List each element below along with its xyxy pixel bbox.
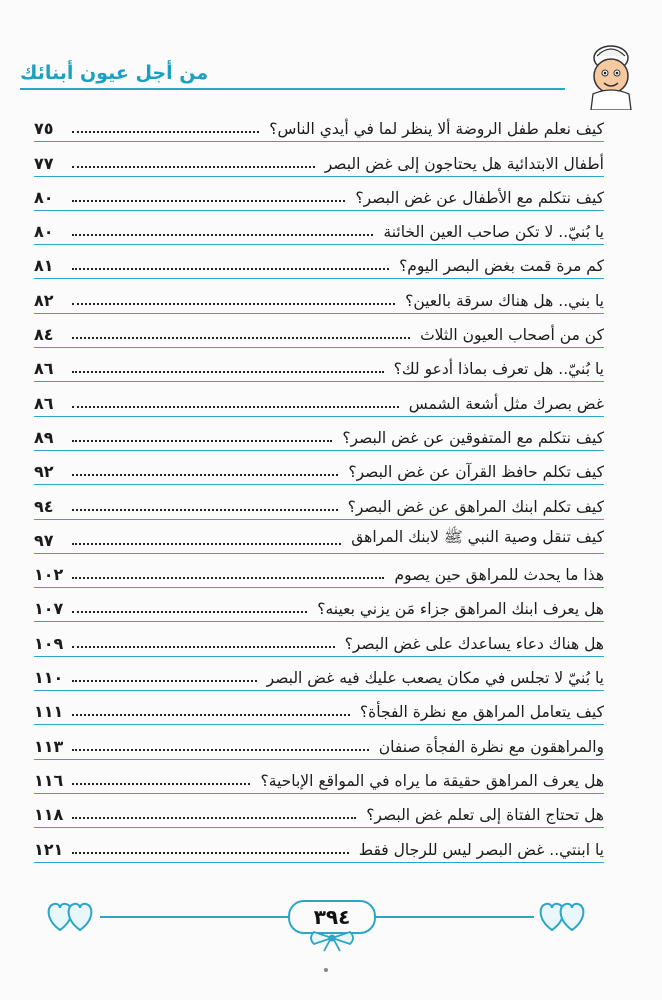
toc-entry-page: ١١٦ [34,770,64,790]
toc-entry-page: ٧٧ [34,153,54,173]
toc-entry [34,760,604,794]
toc-leader-dots [72,576,384,579]
toc-leader-dots [72,816,356,819]
toc-entry-page: ١٠٧ [34,599,64,619]
toc-entry-page: ١١١ [34,702,64,722]
toc-entry-title: يا بُنيّ.. لا تكن صاحب العين الخائنة [383,223,604,242]
toc-entry-page: ٨٢ [34,290,54,310]
toc-entry-page: ١١٣ [34,736,64,756]
toc-entry-page: ١١٠ [34,668,64,688]
toc-entry [34,177,604,211]
toc-entry [34,588,604,622]
page-footer [0,880,662,950]
toc-entry [34,622,604,656]
toc-entry-title: غض بصرك مثل أشعة الشمس [408,394,604,413]
header-rule [20,88,565,90]
toc-entry-title: أطفال الابتدائية هل يحتاجون إلى غض البصر [324,154,604,173]
toc-entry [34,691,604,725]
toc-leader-dots [72,645,335,648]
toc-entry-title: كيف تكلم حافظ القرآن عن غض البصر؟ [348,463,604,482]
toc-leader-dots [72,336,410,339]
toc-entry [34,554,604,588]
toc-entry [34,657,604,691]
toc-entry [34,725,604,759]
toc-leader-dots [72,302,395,305]
footer-rule-right [374,916,534,918]
toc-entry-title: هل يعرف المراهق حقيقة ما يراه في المواقع الإباحية؟ [260,771,604,790]
toc-leader-dots [72,165,315,168]
toc-leader-dots [72,405,399,408]
toc-entry-title: كيف نعلم طفل الروضة ألا ينظر لما في أيدي الناس؟ [269,120,604,139]
footer-rule-left [100,916,290,918]
toc-entry-title: يا بني.. هل هناك سرقة بالعين؟ [405,291,604,310]
toc-leader-dots [72,713,350,716]
toc-entry [34,520,604,554]
toc-leader-dots [72,473,338,476]
toc-entry-page: ١١٨ [34,805,64,825]
boy-mascot-icon [575,40,645,110]
toc-entry-page: ٨٠ [34,187,54,207]
running-title: من أجل عيون أبنائك [20,62,209,84]
page-number: ٣٩٤ [288,900,376,934]
toc-entry-title: والمراهقون مع نظرة الفجأة صنفان [378,737,604,756]
toc-entry [34,382,604,416]
toc-entry-title: كيف يتعامل المراهق مع نظرة الفجأة؟ [359,703,604,722]
toc-entry-page: ١٠٩ [34,633,64,653]
page-header [20,40,645,110]
toc-entry-title: كيف نتكلم مع الأطفال عن غض البصر؟ [355,188,604,207]
toc-entry [34,108,604,142]
toc-entry-title: يا بُنيّ.. هل تعرف بماذا أدعو لك؟ [393,360,604,379]
toc-leader-dots [72,439,332,442]
toc-entry [34,348,604,382]
toc-entry-title: كيف تنقل وصية النبي ﷺ لابنك المراهق [351,527,604,546]
toc-leader-dots [72,370,384,373]
bow-icon [300,930,364,952]
toc-entry-page: ٩٢ [34,462,54,482]
decorative-dot [324,968,328,972]
toc-leader-dots [72,748,369,751]
toc-leader-dots [72,267,389,270]
toc-entry-title: يا بُنيّ لا تجلس في مكان يصعب عليك فيه غض البصر [266,669,604,688]
toc-leader-dots [72,851,349,854]
toc-leader-dots [72,782,250,785]
toc-entry-page: ٨٤ [34,325,54,345]
toc-entry-page: ١٠٢ [34,565,64,585]
toc-entry-title: يا ابنتي.. غض البصر ليس للرجال فقط [358,840,604,859]
toc-entry-page: ٨٩ [34,427,54,447]
toc-entry-page: ٧٥ [34,119,54,139]
toc-leader-dots [72,233,373,236]
toc-entry-page: ١٢١ [34,839,64,859]
double-heart-icon [44,896,100,936]
toc-entry-title: كيف نتكلم مع المتفوقين عن غض البصر؟ [342,428,604,447]
toc-leader-dots [72,610,307,613]
toc-leader-dots [72,508,338,511]
toc-entry-title: هذا ما يحدث للمراهق حين يصوم [394,566,604,585]
toc-entry-page: ٨٦ [34,393,54,413]
toc-entry-page: ٩٤ [34,496,54,516]
toc-entry [34,417,604,451]
table-of-contents [34,108,604,863]
toc-leader-dots [72,679,257,682]
toc-entry-page: ٩٧ [34,530,54,550]
toc-entry [34,314,604,348]
toc-leader-dots [72,199,345,202]
toc-entry [34,828,604,862]
toc-entry-page: ٨٠ [34,222,54,242]
toc-entry-title: كم مرة قمت بغض البصر اليوم؟ [399,257,604,276]
toc-entry [34,451,604,485]
toc-entry-title: هل هناك دعاء يساعدك على غض البصر؟ [344,634,604,653]
toc-leader-dots [72,130,259,133]
toc-entry-title: كيف تكلم ابنك المراهق عن غض البصر؟ [347,497,604,516]
toc-entry-page: ٨٦ [34,359,54,379]
toc-entry [34,211,604,245]
toc-entry-title: هل يعرف ابنك المراهق جزاء مَن يزني بعينه؟ [317,600,604,619]
toc-entry-page: ٨١ [34,256,54,276]
toc-entry [34,794,604,828]
toc-entry [34,142,604,176]
toc-leader-dots [72,542,341,545]
toc-entry-title: هل تحتاج الفتاة إلى تعلم غض البصر؟ [366,806,604,825]
toc-entry-title: كن من أصحاب العيون الثلاث [420,326,604,345]
double-heart-icon [536,896,592,936]
toc-entry [34,485,604,519]
toc-entry [34,279,604,313]
toc-entry [34,245,604,279]
